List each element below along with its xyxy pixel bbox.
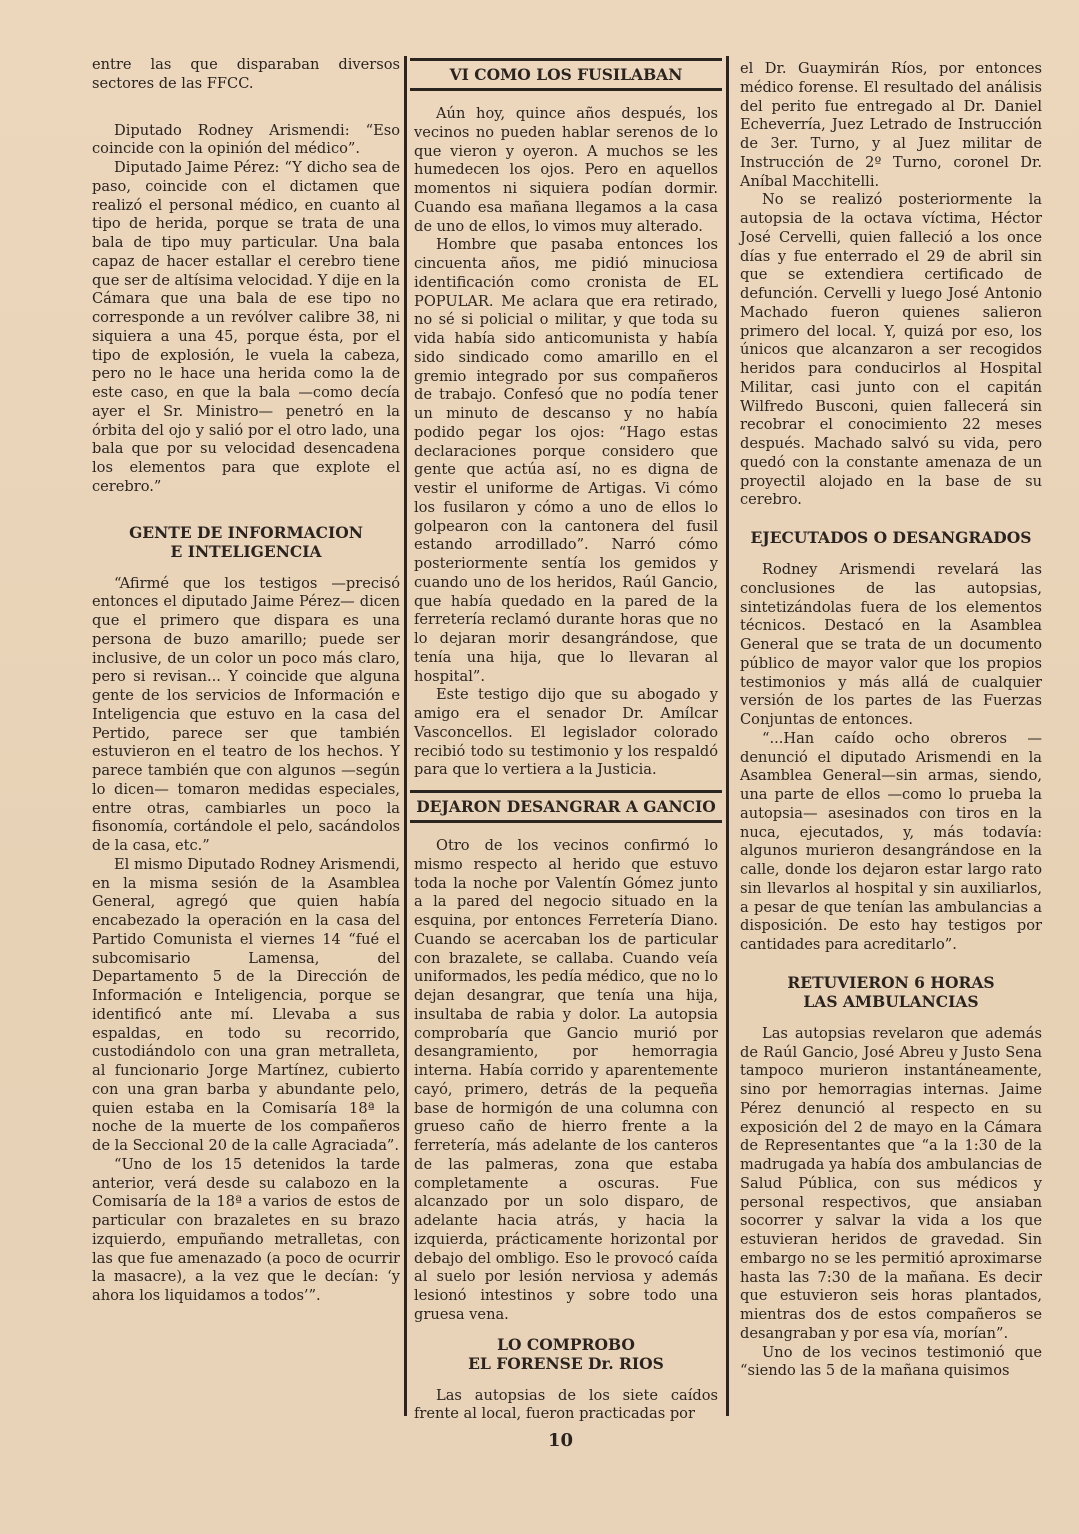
section-heading: GENTE DE INFORMACION E INTELIGENCIA: [129, 522, 363, 561]
column-divider: [404, 56, 407, 1416]
paragraph: el Dr. Guaymirán Ríos, por entonces médico forense. El resultado del análisis del perito fue entregado al Dr. Daniel Echeverría, Juez Letrado de Instrucción de 3er. Turno, y al Juez militar de Instrucción de 2º Turno, coronel Dr. Aníbal Macchitelli.: [740, 60, 1042, 190]
column-middle: [414, 56, 718, 1424]
section-heading: LO COMPROBO EL FORENSE Dr. RIOS: [468, 1334, 664, 1373]
paragraph: entre las que disparaban diversos sectores de las FFCC.: [92, 56, 400, 92]
paragraph: Uno de los vecinos testimonió que “siendo las 5 de la mañana quisimos: [740, 1343, 1042, 1380]
section-heading: EJECUTADOS O DESANGRADOS: [750, 528, 1032, 547]
paragraph: Este testigo dijo que su abogado y amigo era el senador Dr. Amílcar Vasconcellos. El legislador colorado recibió todo su testimonio y los respaldó para que lo vertiera a la Justicia.: [414, 686, 718, 779]
column-right: [740, 60, 1042, 1381]
page-number: 10: [548, 1430, 574, 1451]
paragraph: “Afirmé que los testigos —precisó entonces el diputado Jaime Pérez— dicen que el primero que dispara es una persona de buzo amarillo; puede ser inclusive, de un color un poco más claro, pero si revisan... Y coincide que alguna gente de los servicios de Información e Inteligencia que estuvo en la casa del Pertido, parece ser que también estuvieron en el teatro de los hechos. Y parece también que con algunos —según lo dicen— tomaron medidas especiales, entre otras, cambiarles un poco la fisonomía, cortándole el pelo, sacándolos de la casa, etc.”: [92, 574, 400, 854]
column-left: [92, 56, 400, 1306]
paragraph: Las autopsias de los siete caídos frente al local, fueron practicadas por: [414, 1386, 718, 1423]
paragraph: Diputado Jaime Pérez: “Y dicho sea de paso, coincide con el dictamen que realizó el personal médico, en cuanto al tipo de herida, porque se trata de una bala de tipo muy particular. Una bala capaz de hacer estallar el cerebro tiene que ser de altísima velocidad. Y dije en la Cámara que una bala de ese tipo no corresponde a un revólver calibre 38, ni siquiera a una 45, porque ésta, por el tipo de explosión, le vuela la cabeza, pero no le hace una herida como la de este caso, en que la bala —como decía ayer el Sr. Ministro— penetró en la órbita del ojo y salió por el otro lado, una bala que por su velocidad desencadena los elementos para que explote el cerebro.”: [92, 159, 400, 495]
column-divider: [726, 56, 729, 1416]
section-heading: RETUVIERON 6 HORAS LAS AMBULANCIAS: [787, 972, 995, 1011]
paragraph: No se realizó posteriormente la autopsia de la octava víctima, Héctor José Cervelli, quien falleció a los once días y fue enterrado el 29 de abril sin que se extendiera certificado de defunción. Cervelli y luego José Antonio Machado fueron quienes salieron primero del local. Y, quizá por eso, los únicos que alcanzaron a ser recogidos heridos para conducirlos al Hospital Militar, casi junto con el capitán Wilfredo Busconi, quien fallecerá sin recobrar el conocimiento 22 meses después. Machado salvó su vida, pero quedó con la constante amenaza de un proyectil alojado en la base de su cerebro.: [740, 191, 1042, 509]
paragraph: Otro de los vecinos confirmó lo mismo respecto al herido que estuvo toda la noche por Valentín Gómez junto a la pared del negocio situado en la esquina, por entonces Ferretería Diano. Cuando se acercaban los de particular con brazalete, se callaba. Cuando veía uniformados, les pedía médico, que no lo dejan desangrar, que tenía una hija, insultaba de rabia y dolor. La autopsia comprobaría que Gancio murió por desangramiento, por hemorragia interna. Había corrido y aparentemente cayó, primero, detrás de la pequeña base de hormigón de una columna con grueso caño de hierro frente a la ferretería, más adelante de los canteros de las palmeras, zona que estaba completamente a oscuras. Fue alcanzado por un solo disparo, de adelante hacia atrás, y hacia la izquierda, prácticamente horizontal por debajo del ombligo. Eso le provocó caída al suelo por lesión nerviosa y además lesionó intestinos y sobre todo una gruesa vena.: [414, 837, 718, 1323]
section-heading: DEJARON DESANGRAR A GANCIO: [410, 790, 722, 823]
section-heading: VI COMO LOS FUSILABAN: [410, 58, 722, 91]
paragraph: Las autopsias revelaron que además de Raúl Gancio, José Abreu y Justo Sena tampoco murieron instantáneamente, sino por hemorragias internas. Jaime Pérez denunció al respecto en su exposición del 2 de mayo en la Cámara de Representantes que “a la 1:30 de la madrugada ya había dos ambulancias de Salud Pública, con sus médicos y personal respectivos, que ansiaban socorrer y salvar la vida a los que estuvieran heridos de gravedad. Sin embargo no se les permitió aproximarse hasta las 7:30 de la mañana. Es decir que estuvieron seis horas plantados, mientras dos de estos compañeros se desangraban y por esa vía, morían”.: [740, 1024, 1042, 1342]
paragraph: El mismo Diputado Rodney Arismendi, en la misma sesión de la Asamblea General, agregó que quien había encabezado la operación en la casa del Partido Comunista el viernes 14 “fué el subcomisario Lamensa, del Departamento 5 de la Dirección de Información e Inteligencia, porque se identificó ante mí. Llevaba a sus espaldas, en todo su recorrido, custodiándolo con una gran metralleta, al funcionario Jorge Martínez, cubierto con una gran barba y abundante pelo, quien estaba en la Comisaría 18ª la noche de la muerte de los compañeros de la Seccional 20 de la calle Agraciada”.: [92, 855, 400, 1154]
paragraph: Rodney Arismendi revelará las conclusiones de las autopsias, sintetizándolas fuera de los elementos técnicos. Destacó en la Asamblea General que se trata de un documento público de mayor valor que los propios testimonios y más allá de cualquier versión de los partes de las Fuerzas Conjuntas de entonces.: [740, 561, 1042, 728]
paragraph: Diputado Rodney Arismendi: “Eso coincide con la opinión del médico”.: [92, 121, 400, 158]
paragraph: Aún hoy, quince años después, los vecinos no pueden hablar serenos de lo que vieron y oyeron. A muchos se les humedecen los ojos. Pero en aquellos momentos ni siquiera podían dormir. Cuando esa mañana llegamos a la casa de uno de ellos, lo vimos muy alterado.: [414, 105, 718, 235]
paragraph: Hombre que pasaba entonces los cincuenta años, me pidió minuciosa identificación como cronista de EL POPULAR. Me aclara que era retirado, no sé si policial o militar, y que toda su vida había sido anticomunista y había sido sindicado como amarillo en el gremio integrado por sus compañeros de trabajo. Confesó que no podía tener un minuto de descanso y no había podido pegar los ojos: “Hago estas declaraciones porque considero que gente que actúa así, no es digna de vestir el uniforme de Artigas. Vi cómo los fusilaron y cómo a uno de ellos lo golpearon con la cantonera del fusil estando arrodillado”. Narró cómo posteriormente sentía los gemidos y cuando uno de los heridos, Raúl Gancio, que había quedado en la pared de la ferretería reclamó durante horas que no lo dejaran morir desangrándose, que tenía una hija, que lo llevaran al hospital”.: [414, 236, 718, 685]
paragraph: “...Han caído ocho obreros —denunció el diputado Arismendi en la Asamblea General—sin armas, siendo, una parte de ellos —como lo prueba la autopsia— asesinados con tiros en la nuca, ejecutados, y, más todavía: algunos murieron desangrándose en la calle, donde los dejaron estar largo rato sin llevarlos al hospital y sin auxiliarlos, a pesar de que tenían las ambulancias a disposición. De esto hay testigos por cantidades para acreditarlo”.: [740, 729, 1042, 953]
paragraph: “Uno de los 15 detenidos la tarde anterior, verá desde su calabozo en la Comisaría de la 18ª a varios de estos de particular con brazaletes en su brazo izquierdo, empuñando metralletas, con las que fue amenazado (a poco de ocurrir la masacre), a la vez que le decían: ‘y ahora los liquidamos a todos’”.: [92, 1155, 400, 1304]
